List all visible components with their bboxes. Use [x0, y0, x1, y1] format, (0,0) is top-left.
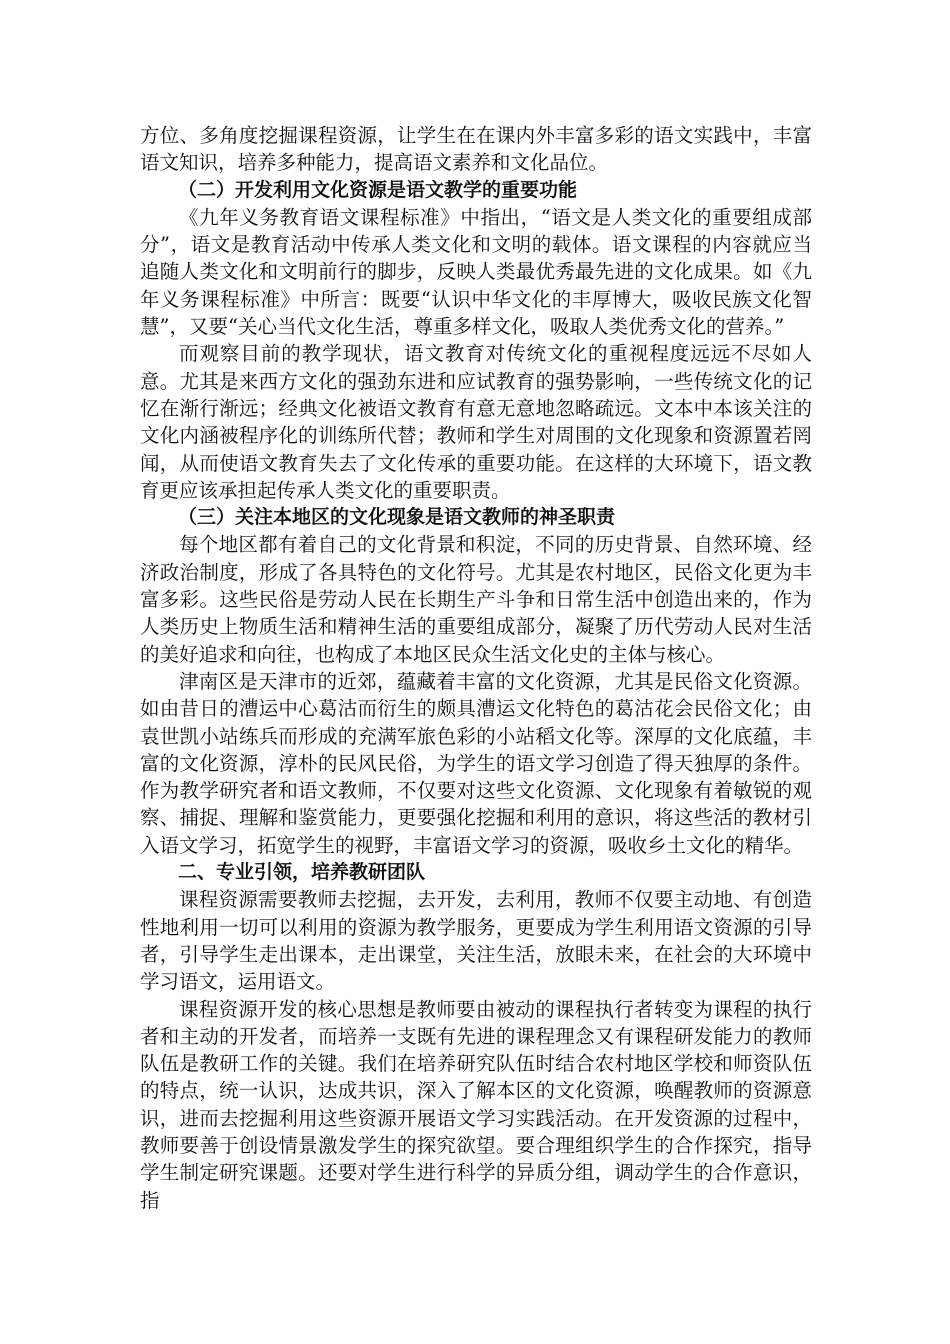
paragraph-teaching-status: 而观察目前的教学现状，语文教育对传统文化的重视程度远远不尽如人意。尤其是来西方文化的强劲东进和应试教育的强势影响，一些传统文化的记忆在渐行渐远；经典文化被语文教育有意无意地忽略疏远。文本中本该关注的文化内涵被程序化的训练所代替；教师和学生对周围的文化现象和资源置若罔闻，从而使语文教育失去了文化传承的重要功能。在这样的大环境下，语文教育更应该承担起传承人类文化的重要职责。 [140, 342, 812, 502]
section-heading-3: （三）关注本地区的文化现象是语文教师的神圣职责 [178, 506, 616, 529]
section-heading-2: （二）开发利用文化资源是语文教学的重要功能 [178, 178, 578, 201]
paragraph-core-idea: 课程资源开发的核心思想是教师要由被动的课程执行者转变为课程的执行者和主动的开发者，而培养一支既有先进的课程理念又有课程研发能力的教师队伍是教研工作的关键。我们在培养研究队伍时结合农村地区学校和师资队伍的特点，统一认识，达成共识，深入了解本区的文化资源，唤醒教师的资源意识，进而去挖掘利用这些资源开展语文学习实践活动。在开发资源的过程中，教师要善于创设情景激发学生的探究欲望。要合理组织学生的合作探究，指导学生制定研究课题。还要对学生进行科学的异质分组，调动学生的合作意识，指 [140, 997, 812, 1212]
document-body [140, 122, 812, 1214]
chapter-heading-two: 二、专业引领，培养教研团队 [178, 861, 426, 884]
paragraph-intro-continuation: 方位、多角度挖掘课程资源，让学生在在课内外丰富多彩的语文实践中，丰富语文知识，培养多种能力，提高语文素养和文化品位。 [140, 124, 812, 175]
paragraph-jinnan-resources: 津南区是天津市的近郊，蕴藏着丰富的文化资源，尤其是民俗文化资源。如由昔日的漕运中心葛沽而衍生的颇具漕运文化特色的葛沽花会民俗文化；由袁世凯小站练兵而形成的充满军旅色彩的小站稻文化等。深厚的文化底蕴，丰富的文化资源，淳朴的民风民俗，为学生的语文学习创造了得天独厚的条件。作为教学研究者和语文教师，不仅要对这些文化资源、文化现象有着敏锐的观察、捕捉、理解和鉴赏能力，更要强化挖掘和利用的意识，将这些活的教材引入语文学习，拓宽学生的视野，丰富语文学习的资源，吸收乡土文化的精华。 [140, 669, 812, 857]
paragraph-curriculum-standard: 《九年义务教育语文课程标准》中指出，“语文是人类文化的重要组成部分”，语文是教育活动中传承人类文化和文明的载体。语文课程的内容就应当追随人类文化和文明前行的脚步，反映人类最优秀最先进的文化成果。如《九年义务课程标准》中所言：既要“认识中华文化的丰厚博大，吸收民族文化智慧”，又要“关心当代文化生活，尊重多样文化，吸取人类优秀文化的营养。” [140, 205, 812, 339]
paragraph-teacher-role: 课程资源需要教师去挖掘，去开发，去利用，教师不仅要主动地、有创造性地利用一切可以利用的资源为教学服务，更要成为学生利用语文资源的引导者，引导学生走出课本，走出课堂，关注生活，放眼未来，在社会的大环境中学习语文，运用语文。 [140, 888, 812, 994]
paragraph-regional-culture: 每个地区都有着自己的文化背景和积淀，不同的历史背景、自然环境、经济政治制度，形成了各具特色的文化符号。尤其是农村地区，民俗文化更为丰富多彩。这些民俗是劳动人民在长期生产斗争和日常生活中创造出来的，作为人类历史上物质生活和精神生活的重要组成部分，凝聚了历代劳动人民对生活的美好追求和向往，也构成了本地区民众生活文化史的主体与核心。 [140, 533, 812, 666]
